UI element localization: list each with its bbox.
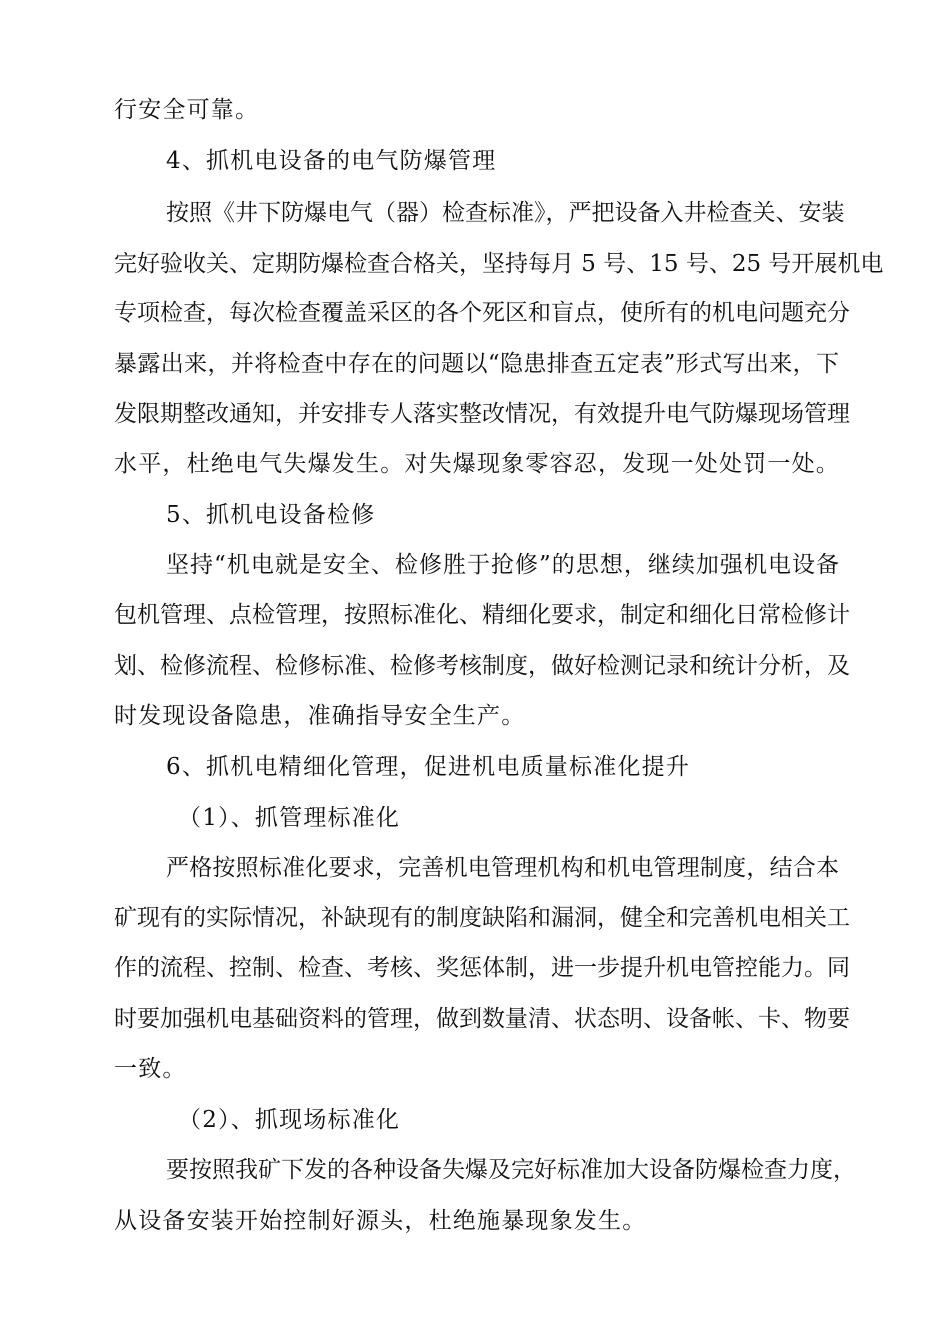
paragraph-line: 按照《井下防爆电气（器）检查标准》，严把设备入井检查关、安装 bbox=[166, 200, 845, 226]
section-heading: 6、抓机电精细化管理，促进机电质量标准化提升 bbox=[166, 754, 691, 780]
paragraph-line: 一致。 bbox=[114, 1056, 187, 1082]
paragraph-line: 发限期整改通知，并安排专人落实整改情况，有效提升电气防爆现场管理 bbox=[114, 401, 850, 427]
paragraph-line: 时要加强机电基础资料的管理，做到数量清、状态明、设备帐、卡、物要 bbox=[114, 1006, 850, 1032]
paragraph-line: 划、检修流程、检修标准、检修考核制度，做好检测记录和统计分析，及 bbox=[114, 653, 850, 679]
paragraph-line: 行安全可靠。 bbox=[114, 97, 260, 123]
paragraph-line: 矿现有的实际情况，补缺现有的制度缺陷和漏洞，健全和完善机电相关工 bbox=[114, 905, 850, 931]
paragraph-line: 要按照我矿下发的各种设备失爆及完好标准加大设备防爆检查力度， bbox=[166, 1157, 856, 1183]
paragraph-line: 作的流程、控制、检查、考核、奖惩体制，进一步提升机电管控能力。同 bbox=[114, 955, 850, 981]
paragraph-line: 包机管理、点检管理，按照标准化、精细化要求，制定和细化日常检修计 bbox=[114, 602, 850, 628]
paragraph-line: 专项检查，每次检查覆盖采区的各个死区和盲点，使所有的机电问题充分 bbox=[114, 300, 850, 326]
paragraph-line: 严格按照标准化要求，完善机电管理机构和机电管理制度，结合本 bbox=[166, 855, 839, 881]
paragraph-line: 坚持“机电就是安全、检修胜于抢修”的思想，继续加强机电设备 bbox=[166, 552, 839, 578]
section-heading: 5、抓机电设备检修 bbox=[166, 502, 376, 528]
paragraph-line: 从设备安装开始控制好源头，杜绝施暴现象发生。 bbox=[114, 1208, 647, 1234]
paragraph-line: 暴露出来，并将检查中存在的问题以“隐患排查五定表”形式写出来，下 bbox=[114, 351, 839, 377]
paragraph-line: 时发现设备隐患，准确指导安全生产。 bbox=[114, 703, 526, 729]
section-heading: 4、抓机电设备的电气防爆管理 bbox=[166, 148, 497, 174]
paragraph-line: 水平，杜绝电气失爆发生。对失爆现象零容忍，发现一处处罚一处。 bbox=[114, 451, 840, 477]
subsection-heading: （1）、抓管理标准化 bbox=[178, 805, 401, 831]
paragraph-line: 完好验收关、定期防爆检查合格关，坚持每月 5 号、15 号、25 号开展机电 bbox=[114, 251, 884, 277]
subsection-heading: （2）、抓现场标准化 bbox=[178, 1107, 401, 1133]
